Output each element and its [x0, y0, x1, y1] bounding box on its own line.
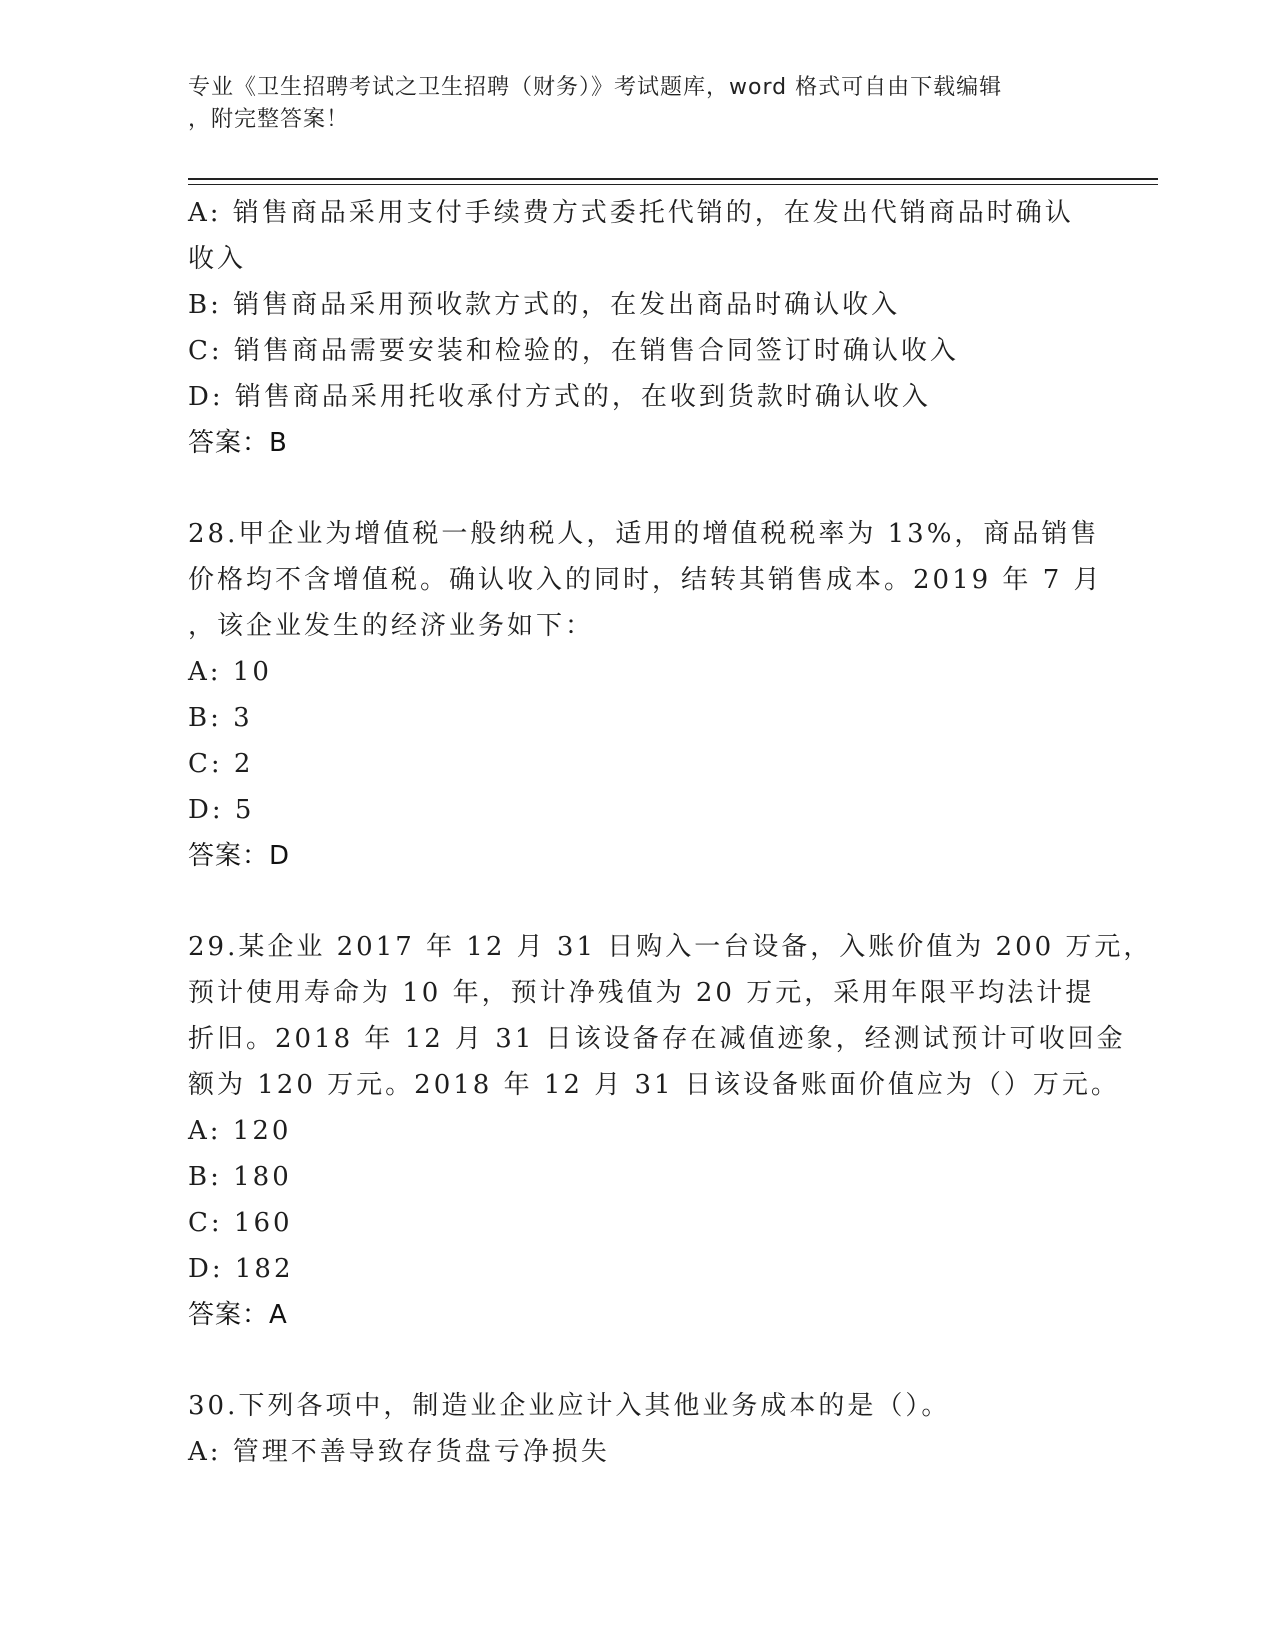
question-stem-line-1: 28.甲企业为增值税一般纳税人，适用的增值税税率为 13%，商品销售: [188, 519, 1100, 549]
option-b: B: 销售商品采用预收款方式的，在发出商品时确认收入: [188, 290, 901, 320]
header-divider-thin: [188, 184, 1158, 185]
option-c: C: 160: [188, 1208, 293, 1238]
question-stem-line-3: 折旧。2018 年 12 月 31 日该设备存在减值迹象，经测试预计可收回金: [188, 1024, 1126, 1054]
question-stem-line-1: 30.下列各项中，制造业企业应计入其他业务成本的是（）。: [188, 1391, 951, 1421]
question-stem-line-3: ，该企业发生的经济业务如下：: [188, 611, 595, 641]
question-28: [188, 511, 1103, 879]
question-30: [188, 1383, 1088, 1475]
question-stem-line-1: 29.某企业 2017 年 12 月 31 日购入一台设备，入账价值为 200 万元，: [188, 932, 1153, 962]
answer: 答案：D: [188, 841, 291, 871]
question-29: [188, 924, 1153, 1338]
option-a: A: 10: [188, 657, 272, 687]
answer: 答案：B: [188, 428, 288, 458]
question-stem-line-2: 价格均不含增值税。确认收入的同时，结转其销售成本。2019 年 7 月: [188, 565, 1103, 595]
question-27: [188, 190, 1088, 466]
header-title-line-1: 专业《卫生招聘考试之卫生招聘（财务）》考试题库，word 格式可自由下载编辑: [188, 75, 1003, 100]
option-a: A: 120: [188, 1116, 292, 1146]
header-divider-thick: [188, 178, 1158, 180]
question-content: [188, 190, 1153, 1475]
question-stem-line-4: 额为 120 万元。2018 年 12 月 31 日该设备账面价值应为（）万元。: [188, 1070, 1120, 1100]
option-d: D: 182: [188, 1254, 294, 1284]
answer: 答案：A: [188, 1300, 288, 1330]
option-a-line-2: 收入: [188, 244, 247, 274]
header-title-line-2: ，附完整答案！: [188, 107, 350, 132]
question-stem-line-2: 预计使用寿命为 10 年，预计净残值为 20 万元，采用年限平均法计提: [188, 978, 1095, 1008]
option-c: C: 2: [188, 749, 254, 779]
option-d: D: 销售商品采用托收承付方式的，在收到货款时确认收入: [188, 382, 931, 412]
option-d: D: 5: [188, 795, 255, 825]
option-b: B: 3: [188, 703, 253, 733]
document-header: [188, 72, 1088, 136]
option-b: B: 180: [188, 1162, 292, 1192]
option-a-line-1: A: 销售商品采用支付手续费方式委托代销的，在发出代销商品时确认: [188, 198, 1074, 228]
option-a: A: 管理不善导致存货盘亏净损失: [188, 1437, 610, 1467]
option-c: C: 销售商品需要安装和检验的，在销售合同签订时确认收入: [188, 336, 959, 366]
